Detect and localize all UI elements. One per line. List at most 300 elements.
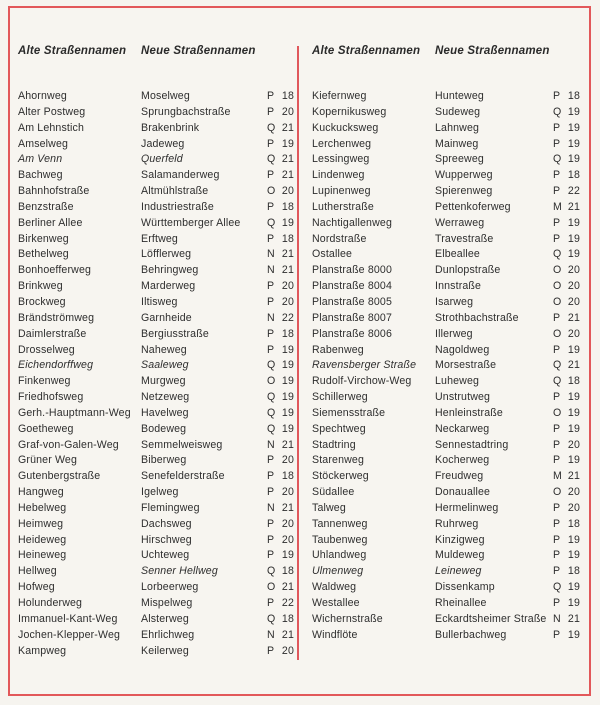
grid-reference: [267, 248, 294, 260]
grid-reference: [553, 423, 580, 435]
grid-number: 21: [567, 359, 580, 372]
grid-number: 18: [281, 565, 294, 578]
grid-letter: O: [553, 295, 562, 308]
old-street-name: Heideweg: [18, 533, 67, 546]
old-street-name: Benzstraße: [18, 200, 74, 213]
grid-number: 20: [567, 327, 580, 340]
grid-letter: O: [267, 185, 276, 198]
grid-letter: N: [553, 612, 561, 625]
old-street-name: Heineweg: [18, 549, 67, 562]
table-row: [312, 359, 580, 375]
grid-reference: [553, 518, 580, 530]
new-street-name: Garnheide: [141, 311, 192, 324]
grid-letter: P: [553, 343, 561, 356]
old-street-name: Brockweg: [18, 295, 66, 308]
grid-letter: P: [267, 454, 275, 467]
old-street-name: Bethelweg: [18, 248, 69, 261]
new-street-name: Biberweg: [141, 454, 187, 467]
grid-number: 20: [281, 486, 294, 499]
table-row: [18, 201, 294, 217]
new-street-name: Mispelweg: [141, 597, 193, 609]
table-row: [18, 153, 294, 169]
grid-letter: P: [267, 533, 275, 546]
grid-reference: [553, 454, 580, 466]
table-row: [312, 280, 580, 296]
old-street-name: Windflöte: [312, 628, 358, 641]
old-street-name: Nachtigallenweg: [312, 216, 392, 229]
grid-number: 21: [281, 169, 294, 182]
grid-number: 19: [281, 391, 294, 404]
table-row: [18, 470, 294, 486]
old-street-name: Hebelweg: [18, 501, 67, 514]
grid-number: 19: [567, 137, 580, 150]
grid-letter: P: [553, 454, 561, 467]
table-row: [312, 328, 580, 344]
rows: [18, 90, 294, 660]
grid-number: 19: [567, 628, 580, 641]
old-street-name: Goetheweg: [18, 422, 74, 435]
new-street-name: Dachsweg: [141, 517, 192, 530]
table-row: [18, 248, 294, 264]
grid-number: 21: [567, 200, 580, 213]
grid-letter: P: [553, 517, 561, 530]
table-row: [312, 185, 580, 201]
old-street-name: Ahornweg: [18, 90, 67, 102]
grid-reference: [267, 185, 294, 197]
table-row: [312, 201, 580, 217]
new-street-name: Jadeweg: [141, 137, 185, 150]
table-row: [18, 312, 294, 328]
old-street-name: Stadtring: [312, 438, 356, 451]
table-row: [312, 217, 580, 233]
new-street-name: Illerweg: [435, 327, 473, 340]
new-street-name: Leineweg: [435, 565, 482, 578]
grid-letter: Q: [553, 248, 562, 261]
grid-reference: [267, 375, 294, 387]
grid-reference: [267, 597, 294, 609]
new-street-name: Bullerbachweg: [435, 628, 507, 641]
grid-number: 21: [567, 612, 580, 625]
grid-letter: P: [553, 628, 561, 641]
grid-reference: [553, 502, 580, 514]
old-street-name: Ravensberger Straße: [312, 359, 417, 372]
grid-reference: [553, 359, 580, 371]
grid-letter: Q: [267, 216, 276, 229]
grid-letter: Q: [267, 121, 276, 134]
old-street-name: Planstraße 8005: [312, 295, 392, 308]
table-row: [18, 581, 294, 597]
grid-number: 21: [281, 121, 294, 134]
grid-letter: Q: [267, 359, 276, 372]
old-street-name: Planstraße 8007: [312, 311, 392, 324]
grid-number: 19: [567, 597, 580, 609]
grid-number: 19: [567, 121, 580, 134]
new-street-name: Pettenkoferweg: [435, 200, 511, 213]
grid-letter: P: [553, 137, 561, 150]
grid-letter: O: [553, 264, 562, 277]
grid-reference: [553, 185, 580, 197]
grid-reference: [267, 153, 294, 165]
new-street-name: Querfeld: [141, 153, 183, 166]
table-row: [18, 296, 294, 312]
grid-number: 18: [567, 169, 580, 182]
grid-letter: O: [553, 280, 562, 293]
grid-letter: P: [267, 295, 275, 308]
grid-letter: Q: [267, 422, 276, 435]
grid-letter: N: [267, 264, 275, 277]
grid-reference: [553, 169, 580, 181]
grid-letter: N: [267, 311, 275, 324]
column-headers: [18, 44, 294, 58]
old-street-name: Wichernstraße: [312, 612, 383, 625]
grid-number: 20: [567, 486, 580, 499]
old-street-name: Lerchenweg: [312, 137, 372, 150]
grid-number: 18: [567, 565, 580, 578]
old-street-name: Starenweg: [312, 454, 364, 467]
new-street-name: Sennestadtring: [435, 438, 509, 451]
grid-reference: [267, 581, 294, 593]
table-row: [312, 375, 580, 391]
grid-number: 18: [281, 200, 294, 213]
grid-number: 19: [281, 137, 294, 150]
table-row: [18, 328, 294, 344]
new-street-name: Travestraße: [435, 232, 494, 245]
grid-letter: O: [267, 375, 276, 388]
grid-letter: P: [267, 470, 275, 483]
new-street-name: Havelweg: [141, 406, 189, 419]
rows: [312, 90, 580, 645]
old-street-name: Am Venn: [18, 153, 63, 166]
new-street-name: Flemingweg: [141, 501, 200, 514]
old-street-name: Uhlandweg: [312, 549, 367, 562]
grid-number: 20: [567, 438, 580, 451]
old-street-name: Nordstraße: [312, 232, 367, 245]
new-street-name: Neckarweg: [435, 422, 490, 435]
grid-number: 21: [281, 438, 294, 451]
new-street-name: Dunlopstraße: [435, 264, 501, 277]
grid-number: 19: [567, 533, 580, 546]
grid-number: 18: [281, 612, 294, 625]
grid-letter: P: [553, 438, 561, 451]
new-street-name: Dissenkamp: [435, 581, 495, 594]
table-row: [312, 344, 580, 360]
grid-number: 21: [567, 470, 580, 483]
new-street-name: Sudeweg: [435, 105, 481, 118]
grid-reference: [267, 518, 294, 530]
header-new-street-names: Neue Straßennamen: [141, 45, 256, 57]
grid-reference: [553, 486, 580, 498]
header-old-street-names: Alte Straßennamen: [312, 45, 421, 57]
old-street-name: Holunderweg: [18, 597, 83, 609]
grid-number: 18: [281, 90, 294, 102]
grid-reference: [553, 613, 580, 625]
grid-letter: P: [553, 501, 561, 514]
grid-number: 19: [567, 406, 580, 419]
table-row: [18, 106, 294, 122]
grid-letter: P: [553, 597, 561, 609]
old-street-name: Graf-von-Galen-Weg: [18, 438, 119, 451]
table-row: [18, 138, 294, 154]
table-row: [18, 518, 294, 534]
grid-letter: P: [267, 105, 275, 118]
grid-number: 20: [281, 454, 294, 467]
grid-reference: [553, 629, 580, 641]
grid-number: 19: [567, 549, 580, 562]
new-street-name: Keilerweg: [141, 644, 189, 657]
old-street-name: Schillerweg: [312, 391, 368, 404]
old-street-name: Heimweg: [18, 517, 64, 530]
table-row: [312, 581, 580, 597]
grid-letter: P: [267, 280, 275, 293]
old-street-name: Eichendorffweg: [18, 359, 94, 372]
grid-letter: Q: [267, 391, 276, 404]
grid-letter: N: [267, 438, 275, 451]
old-street-name: Kiefernweg: [312, 90, 367, 102]
grid-number: 19: [281, 359, 294, 372]
grid-letter: P: [553, 549, 561, 562]
grid-number: 19: [281, 406, 294, 419]
grid-letter: Q: [553, 359, 562, 372]
old-street-name: Planstraße 8000: [312, 264, 392, 277]
table-row: [18, 454, 294, 470]
new-street-name: Salamanderweg: [141, 169, 220, 182]
old-street-name: Finkenweg: [18, 375, 71, 388]
table-row: [312, 407, 580, 423]
table-row: [312, 549, 580, 565]
old-street-name: Westallee: [312, 597, 360, 609]
new-street-name: Sprungbachstraße: [141, 105, 231, 118]
grid-number: 21: [281, 581, 294, 594]
grid-letter: O: [553, 486, 562, 499]
grid-number: 19: [281, 549, 294, 562]
old-street-name: Birkenweg: [18, 232, 69, 245]
grid-letter: N: [267, 628, 275, 641]
grid-reference: [267, 217, 294, 229]
grid-number: 20: [567, 280, 580, 293]
table-row: [312, 312, 580, 328]
old-street-name: Lessingweg: [312, 153, 370, 166]
grid-letter: P: [267, 327, 275, 340]
table-row: [312, 153, 580, 169]
grid-reference: [553, 90, 580, 102]
grid-reference: [553, 328, 580, 340]
grid-reference: [267, 407, 294, 419]
grid-reference: [267, 423, 294, 435]
grid-number: 19: [281, 216, 294, 229]
old-street-name: Hofweg: [18, 581, 55, 594]
table-row: [18, 423, 294, 439]
new-street-name: Behringweg: [141, 264, 199, 277]
grid-letter: P: [553, 311, 561, 324]
header-old-street-names: Alte Straßennamen: [18, 45, 127, 57]
old-street-name: Lutherstraße: [312, 200, 374, 213]
table-row: [312, 502, 580, 518]
old-street-name: Am Lehnstich: [18, 121, 84, 134]
old-street-name: Alter Postweg: [18, 105, 86, 118]
table-row: [18, 597, 294, 613]
old-street-name: Planstraße 8004: [312, 280, 392, 293]
new-street-name: Ruhrweg: [435, 517, 479, 530]
old-street-name: Gerh.-Hauptmann-Weg: [18, 406, 131, 419]
grid-reference: [553, 439, 580, 451]
old-street-name: Stöckerweg: [312, 470, 369, 483]
grid-letter: P: [267, 486, 275, 499]
old-street-name: Immanuel-Kant-Weg: [18, 612, 118, 625]
old-street-name: Berliner Allee: [18, 216, 83, 229]
grid-reference: [553, 344, 580, 356]
table-row: [312, 613, 580, 629]
grid-number: 20: [281, 185, 294, 198]
grid-number: 21: [281, 501, 294, 514]
new-street-name: Mainweg: [435, 137, 479, 150]
grid-number: 21: [281, 264, 294, 277]
new-street-name: Senefelderstraße: [141, 470, 225, 483]
grid-number: 19: [281, 422, 294, 435]
grid-number: 19: [567, 105, 580, 118]
old-street-name: Hangweg: [18, 486, 64, 499]
old-street-name: Grüner Weg: [18, 454, 78, 467]
grid-number: 20: [281, 517, 294, 530]
new-street-name: Hermelinweg: [435, 501, 499, 514]
new-street-name: Moselweg: [141, 90, 190, 102]
new-street-name: Murgweg: [141, 375, 186, 388]
grid-reference: [267, 470, 294, 482]
grid-reference: [553, 407, 580, 419]
table-row: [312, 138, 580, 154]
grid-number: 18: [281, 232, 294, 245]
column-divider-line: [297, 46, 299, 660]
new-street-name: Senner Hellweg: [141, 565, 218, 578]
new-street-name: Hirschweg: [141, 533, 192, 546]
old-street-name: Kuckucksweg: [312, 121, 379, 134]
table-row: [312, 565, 580, 581]
grid-letter: Q: [267, 406, 276, 419]
grid-letter: P: [553, 121, 561, 134]
new-street-name: Elbeallee: [435, 248, 480, 261]
grid-number: 20: [281, 295, 294, 308]
grid-letter: P: [267, 343, 275, 356]
table-row: [312, 454, 580, 470]
grid-letter: P: [553, 422, 561, 435]
new-street-name: Alsterweg: [141, 612, 189, 625]
grid-reference: [267, 138, 294, 150]
grid-reference: [267, 549, 294, 561]
grid-number: 19: [281, 375, 294, 388]
grid-letter: Q: [267, 153, 276, 166]
new-street-name: Erftweg: [141, 232, 178, 245]
grid-reference: [267, 280, 294, 292]
table-row: [18, 169, 294, 185]
table-row: [18, 375, 294, 391]
grid-reference: [267, 312, 294, 324]
grid-reference: [267, 328, 294, 340]
old-street-name: Friedhofsweg: [18, 391, 84, 404]
new-street-name: Eckardtsheimer Straße: [435, 612, 547, 625]
grid-reference: [553, 280, 580, 292]
old-street-name: Ostallee: [312, 248, 353, 261]
table-row: [18, 185, 294, 201]
grid-reference: [267, 122, 294, 134]
old-street-name: Jochen-Klepper-Weg: [18, 628, 121, 641]
old-street-name: Tannenweg: [312, 517, 368, 530]
grid-number: 19: [567, 216, 580, 229]
new-street-name: Kinzigweg: [435, 533, 485, 546]
grid-reference: [267, 454, 294, 466]
old-street-name: Siemensstraße: [312, 406, 386, 419]
grid-reference: [267, 502, 294, 514]
grid-letter: P: [553, 169, 561, 182]
street-column: [18, 44, 294, 660]
grid-reference: [267, 391, 294, 403]
grid-letter: O: [553, 327, 562, 340]
new-street-name: Spreeweg: [435, 153, 484, 166]
table-row: [18, 565, 294, 581]
new-street-name: Wupperweg: [435, 169, 493, 182]
grid-letter: O: [267, 581, 276, 594]
new-street-name: Bergiusstraße: [141, 327, 209, 340]
grid-letter: P: [267, 517, 275, 530]
new-street-name: Rheinallee: [435, 597, 487, 609]
table-row: [18, 439, 294, 455]
grid-number: 18: [281, 327, 294, 340]
table-row: [312, 597, 580, 613]
grid-number: 20: [281, 105, 294, 118]
old-street-name: Südallee: [312, 486, 355, 499]
grid-letter: P: [553, 565, 561, 578]
table-row: [18, 502, 294, 518]
old-street-name: Bachweg: [18, 169, 63, 182]
table-row: [312, 264, 580, 280]
new-street-name: Lahnweg: [435, 121, 480, 134]
old-street-name: Taubenweg: [312, 533, 368, 546]
grid-reference: [553, 470, 580, 482]
grid-number: 21: [567, 311, 580, 324]
grid-number: 22: [567, 185, 580, 198]
grid-number: 19: [281, 343, 294, 356]
grid-reference: [553, 391, 580, 403]
grid-number: 21: [281, 628, 294, 641]
grid-letter: P: [267, 137, 275, 150]
grid-reference: [553, 565, 580, 577]
grid-letter: N: [267, 248, 275, 261]
grid-letter: P: [267, 169, 275, 182]
grid-reference: [267, 629, 294, 641]
new-street-name: Netzeweg: [141, 391, 190, 404]
grid-number: 19: [567, 581, 580, 594]
grid-number: 19: [567, 248, 580, 261]
table-row: [18, 233, 294, 249]
grid-letter: N: [267, 501, 275, 514]
old-street-name: Drosselweg: [18, 343, 75, 356]
grid-reference: [267, 359, 294, 371]
new-street-name: Bodeweg: [141, 422, 187, 435]
street-column: [312, 44, 580, 645]
grid-reference: [267, 613, 294, 625]
grid-reference: [553, 138, 580, 150]
table-row: [312, 518, 580, 534]
table-row: [312, 169, 580, 185]
new-street-name: Freudweg: [435, 470, 484, 483]
grid-reference: [267, 90, 294, 102]
grid-letter: M: [553, 200, 562, 213]
grid-reference: [267, 106, 294, 118]
new-street-name: Löfflerweg: [141, 248, 192, 261]
table-row: [312, 439, 580, 455]
grid-letter: P: [267, 232, 275, 245]
grid-reference: [267, 296, 294, 308]
grid-reference: [553, 248, 580, 260]
grid-number: 19: [567, 343, 580, 356]
